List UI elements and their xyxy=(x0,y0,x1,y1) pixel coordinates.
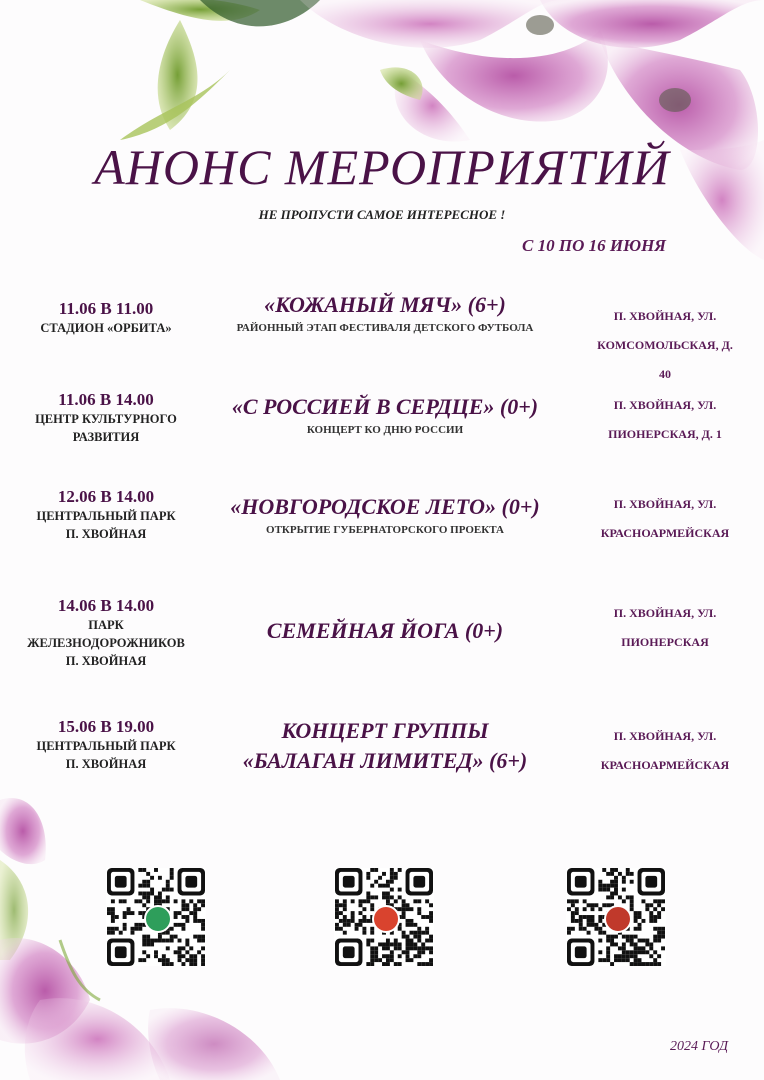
address-line: П. ХВОЙНАЯ, УЛ. xyxy=(613,309,717,323)
address-line: КРАСНОАРМЕЙСКАЯ xyxy=(600,758,730,772)
event-description: РАЙОННЫЙ ЭТАП ФЕСТИВАЛЯ ДЕТСКОГО ФУТБОЛА xyxy=(236,322,534,334)
footer-year: 2024 ГОД xyxy=(670,1039,728,1054)
event-title: «КОЖАНЫЙ МЯЧ» (6+) xyxy=(264,292,506,317)
qr-code-icon[interactable] xyxy=(566,868,666,966)
address-line: ПИОНЕРСКАЯ, Д. 1 xyxy=(608,427,722,441)
page-title: АНОНС МЕРОПРИЯТИЙ xyxy=(94,139,670,195)
event-place: ЦЕНТРАЛЬНЫЙ ПАРК xyxy=(36,739,176,753)
event-title: «БАЛАГАН ЛИМИТЕД» (6+) xyxy=(242,748,528,773)
qr-logo xyxy=(144,905,172,933)
event-info xyxy=(200,392,570,438)
event-place: СТАДИОН «ОРБИТА» xyxy=(40,321,172,335)
event-when xyxy=(10,717,202,773)
event-info xyxy=(200,492,570,538)
event-when xyxy=(10,390,202,446)
event-address xyxy=(590,391,740,449)
event-address xyxy=(590,490,740,548)
qr-logo xyxy=(604,905,632,933)
event-place: ПАРК xyxy=(88,618,124,632)
event-datetime: 11.06 В 11.00 xyxy=(58,299,154,318)
event-when xyxy=(10,487,202,543)
qr-code-icon[interactable] xyxy=(106,868,206,966)
event-title: СЕМЕЙНАЯ ЙОГА (0+) xyxy=(266,618,504,643)
event-place: РАЗВИТИЯ xyxy=(72,430,140,444)
address-line: КРАСНОАРМЕЙСКАЯ xyxy=(600,526,730,540)
event-place: П. ХВОЙНАЯ xyxy=(65,527,147,541)
address-line: П. ХВОЙНАЯ, УЛ. xyxy=(613,729,717,743)
address-line: П. ХВОЙНАЯ, УЛ. xyxy=(613,497,717,511)
address-line: П. ХВОЙНАЯ, УЛ. xyxy=(613,606,717,620)
event-datetime: 11.06 В 14.00 xyxy=(58,390,154,409)
qr-logo xyxy=(372,905,400,933)
event-address xyxy=(590,722,740,780)
qr-code-icon[interactable] xyxy=(334,868,434,966)
address-line: КОМСОМОЛЬСКАЯ, Д. 40 xyxy=(597,338,733,381)
event-address xyxy=(590,302,740,389)
page-subtitle: НЕ ПРОПУСТИ САМОЕ ИНТЕРЕСНОЕ ! xyxy=(258,207,506,222)
event-place: ЖЕЛЕЗНОДОРОЖНИКОВ xyxy=(27,636,185,650)
event-place: П. ХВОЙНАЯ xyxy=(65,654,147,668)
event-place: П. ХВОЙНАЯ xyxy=(65,757,147,771)
address-line: ПИОНЕРСКАЯ xyxy=(621,635,709,649)
event-info xyxy=(200,616,570,646)
event-datetime: 12.06 В 14.00 xyxy=(57,487,155,506)
event-title: «С РОССИЕЙ В СЕРДЦЕ» (0+) xyxy=(231,394,539,419)
date-range: С 10 ПО 16 ИЮНЯ xyxy=(522,236,666,255)
event-address xyxy=(590,599,740,657)
event-place: ЦЕНТР КУЛЬТУРНОГО xyxy=(35,412,177,426)
event-when xyxy=(10,299,202,337)
event-place: ЦЕНТРАЛЬНЫЙ ПАРК xyxy=(36,509,176,523)
event-when xyxy=(10,596,202,670)
event-info xyxy=(200,290,570,336)
event-datetime: 15.06 В 19.00 xyxy=(57,717,155,736)
event-description: КОНЦЕРТ КО ДНЮ РОССИИ xyxy=(306,424,464,436)
event-datetime: 14.06 В 14.00 xyxy=(57,596,155,615)
event-description: ОТКРЫТИЕ ГУБЕРНАТОРСКОГО ПРОЕКТА xyxy=(266,524,504,536)
event-title: КОНЦЕРТ ГРУППЫ xyxy=(281,718,489,743)
event-title: «НОВГОРОДСКОЕ ЛЕТО» (0+) xyxy=(230,494,540,519)
address-line: П. ХВОЙНАЯ, УЛ. xyxy=(613,398,717,412)
event-info xyxy=(200,716,570,776)
